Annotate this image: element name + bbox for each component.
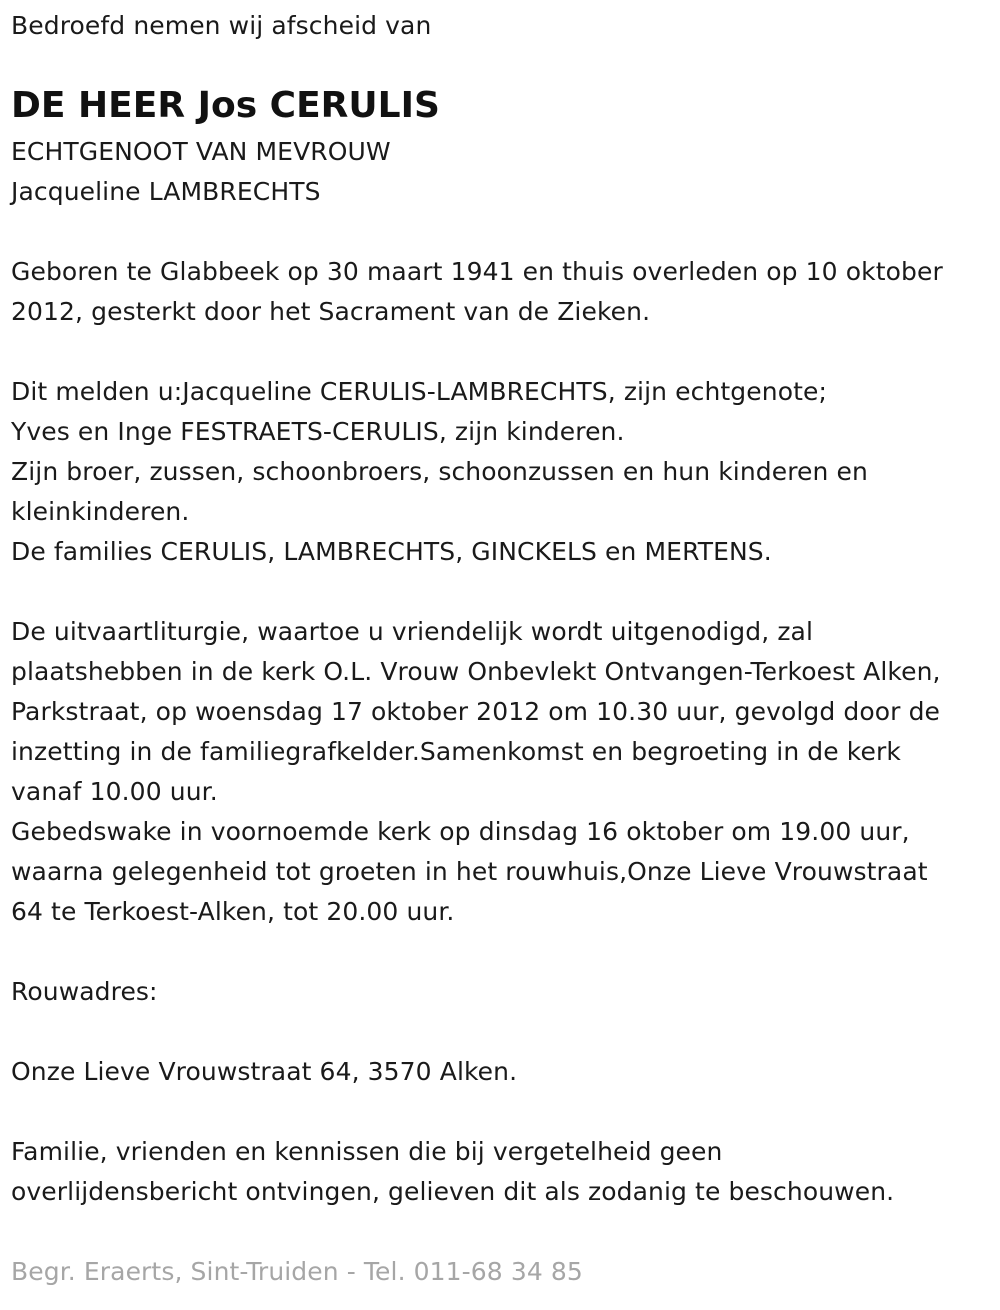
text-line: De uitvaartliturgie, waartoe u vriendelijk wordt uitgenodigd, zal — [11, 617, 814, 646]
spouse-line-1: ECHTGENOOT VAN MEVROUW — [11, 137, 391, 166]
birth-paragraph — [11, 252, 990, 332]
text-line: inzetting in de familiegrafkelder.Samenkomst en begroeting in de kerk — [11, 737, 901, 766]
text-line: vanaf 10.00 uur. — [11, 777, 218, 806]
text-line: Zijn broer, zussen, schoonbroers, schoonzussen en hun kinderen en — [11, 457, 868, 486]
text-line: De families CERULIS, LAMBRECHTS, GINCKELS en MERTENS. — [11, 537, 772, 566]
funeral-director-footer: Begr. Eraerts, Sint-Truiden - Tel. 011-68 34 85 — [11, 1257, 583, 1286]
intro-text: Bedroefd nemen wij afscheid van — [11, 11, 432, 40]
text-line: Yves en Inge FESTRAETS-CERULIS, zijn kinderen. — [11, 417, 625, 446]
text-line: 2012, gesterkt door het Sacrament van de Zieken. — [11, 297, 651, 326]
deceased-name: DE HEER Jos CERULIS — [11, 85, 440, 126]
text-line: Gebedswake in voornoemde kerk op dinsdag 16 oktober om 19.00 uur, — [11, 817, 910, 846]
text-line: Geboren te Glabbeek op 30 maart 1941 en thuis overleden op 10 oktober — [11, 257, 943, 286]
announcers-paragraph — [11, 372, 990, 572]
funeral-paragraph — [11, 612, 990, 932]
text-line: overlijdensbericht ontvingen, gelieven dit als zodanig te beschouwen. — [11, 1177, 895, 1206]
text-line: Parkstraat, op woensdag 17 oktober 2012 om 10.30 uur, gevolgd door de — [11, 697, 941, 726]
spouse-line-2: Jacqueline LAMBRECHTS — [11, 177, 321, 206]
text-line: plaatshebben in de kerk O.L. Vrouw Onbevlekt Ontvangen-Terkoest Alken, — [11, 657, 941, 686]
text-line: waarna gelegenheid tot groeten in het rouwhuis,Onze Lieve Vrouwstraat — [11, 857, 928, 886]
text-line: kleinkinderen. — [11, 497, 190, 526]
notice-paragraph — [11, 1132, 990, 1212]
text-line: 64 te Terkoest-Alken, tot 20.00 uur. — [11, 897, 455, 926]
address-label: Rouwadres: — [11, 977, 158, 1006]
text-line: Familie, vrienden en kennissen die bij vergetelheid geen — [11, 1137, 723, 1166]
text-line: Dit melden u:Jacqueline CERULIS-LAMBRECHTS, zijn echtgenote; — [11, 377, 827, 406]
mourning-address: Onze Lieve Vrouwstraat 64, 3570 Alken. — [11, 1057, 518, 1086]
